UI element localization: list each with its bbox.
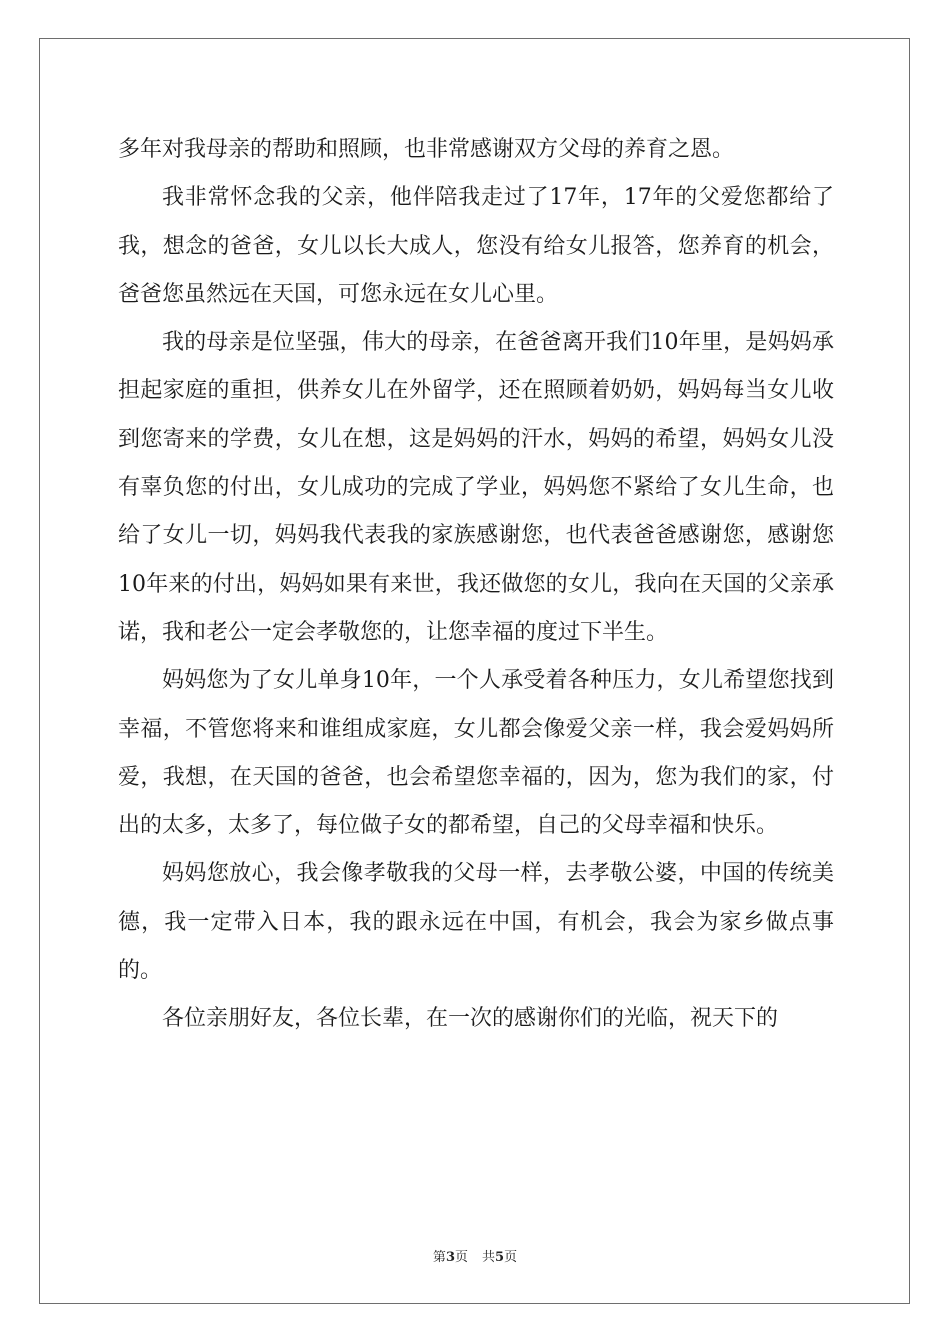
total-page-count: 5 [495,1250,505,1265]
current-page-number: 3 [445,1250,455,1265]
paragraph-continued: 多年对我母亲的帮助和照顾，也非常感谢双方父母的养育之恩。 [118,137,735,162]
page-footer [0,1246,950,1265]
paragraph-father: 我非常怀念我的父亲，他伴陪我走过了17年，17年的父爱您都给了我，想念的爸爸，女儿以长大成人，您没有给女儿报答，您养育的机会，爸爸您虽然远在天国，可您永远在女儿心里。 [118,185,834,307]
page-suffix: 页 [454,1250,468,1265]
total-prefix: 共 [482,1250,496,1265]
paragraph-promise: 妈妈您放心，我会像孝敬我的父母一样，去孝敬公婆，中国的传统美德，我一定带入日本，我的跟永远在中国，有机会，我会为家乡做点事的。 [118,861,834,984]
paragraph-closing: 各位亲朋好友，各位长辈，在一次的感谢你们的光临，祝天下的 [162,1006,779,1032]
page-prefix: 第 [432,1250,446,1265]
document-body [118,126,834,1044]
paragraph-mother-single: 妈妈您为了女儿单身10年，一个人承受着各种压力，女儿希望您找到幸福，不管您将来和谁组成家庭，女儿都会像爱父亲一样，我会爱妈妈所爱，我想，在天国的爸爸，也会希望您幸福的，因为，您为我们的家，付出的太多，太多了，每位做子女的都希望，自己的父母幸福和快乐。 [118,668,834,839]
paragraph-mother: 我的母亲是位坚强，伟大的母亲，在爸爸离开我们10年里，是妈妈承担起家庭的重担，供养女儿在外留学，还在照顾着奶奶，妈妈每当女儿收到您寄来的学费，女儿在想，这是妈妈的汗水，妈妈的希望，妈妈女儿没有辜负您的付出，女儿成功的完成了学业，妈妈您不紧给了女儿生命，也给了女儿一切，妈妈我代表我的家族感谢您，也代表爸爸感谢您，感谢您10年来的付出，妈妈如果有来世，我还做您的女儿，我向在天国的父亲承诺，我和老公一定会孝敬您的，让您幸福的度过下半生。 [118,330,834,645]
total-suffix: 页 [504,1250,518,1265]
